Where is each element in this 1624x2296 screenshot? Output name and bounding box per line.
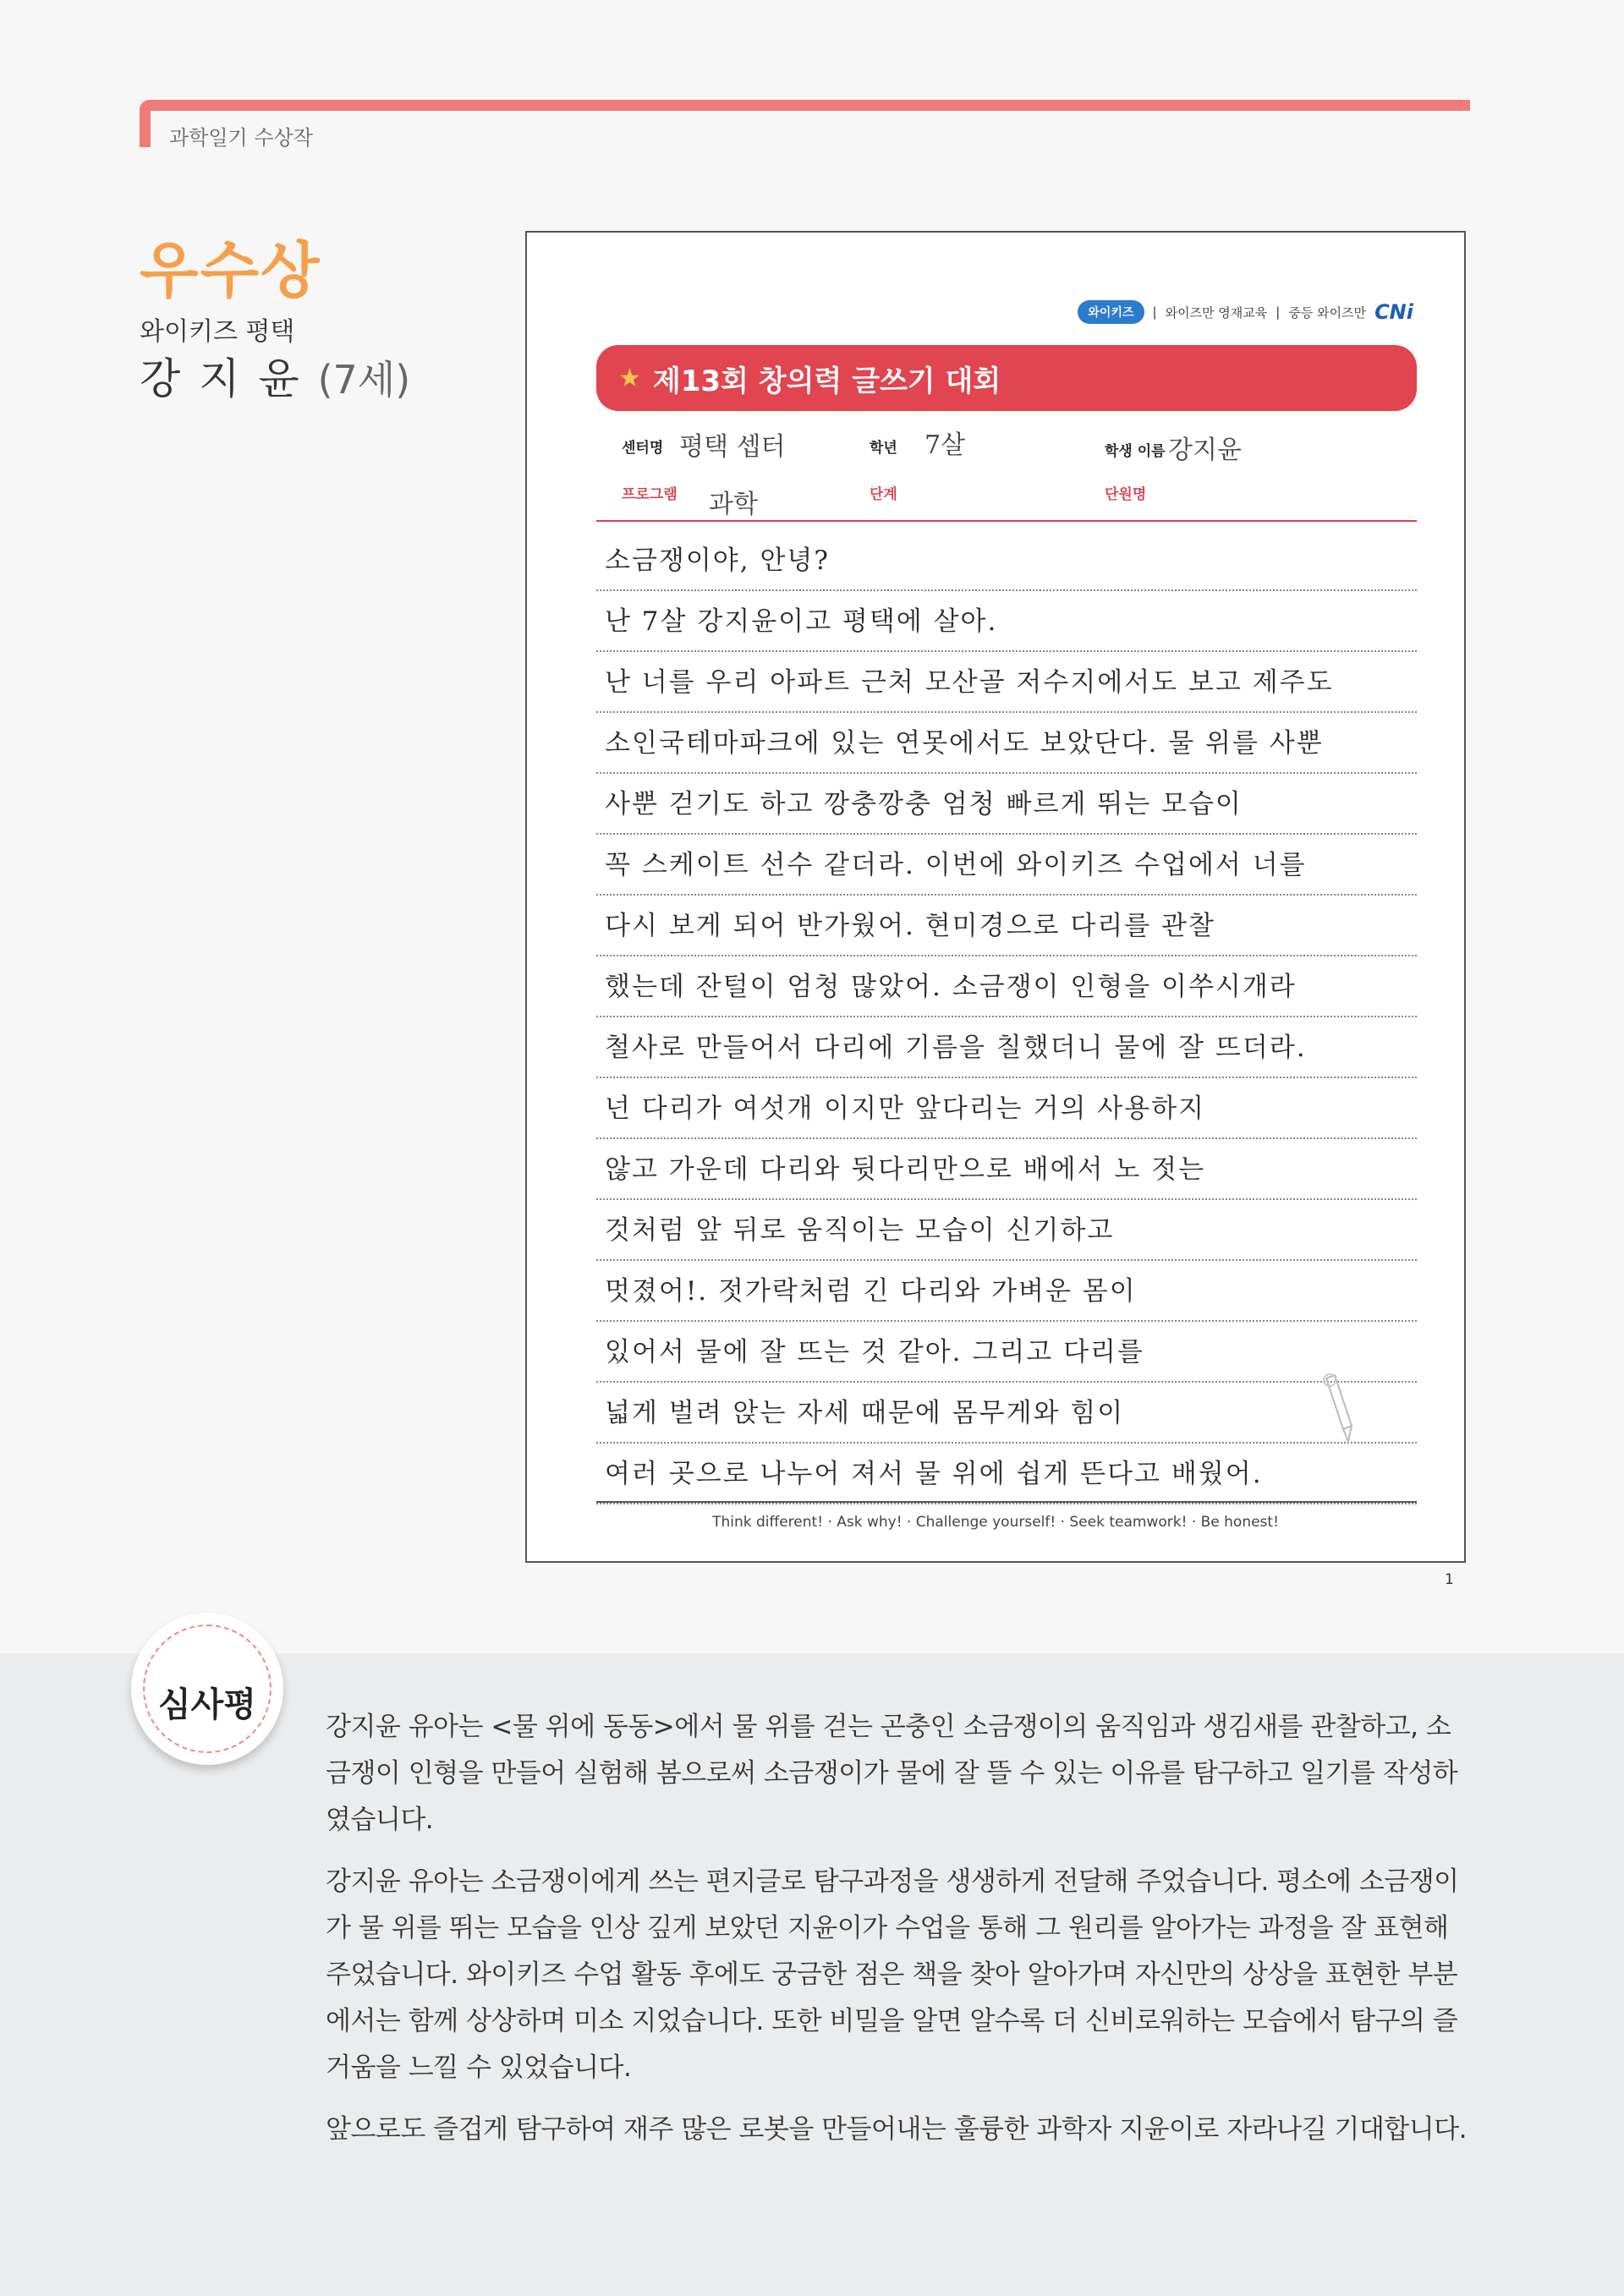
letter-line: 난 7살 강지윤이고 평택에 살아. — [596, 591, 1417, 652]
letter-line: 사뿐 걷기도 하고 깡충깡충 엄청 빠르게 뛰는 모습이 — [596, 774, 1417, 835]
logo-separator: | — [1276, 304, 1281, 320]
middle-wiseman-logo: 중등 와이즈만 — [1288, 304, 1367, 321]
grade-value: 7살 — [924, 430, 966, 460]
header-divider — [596, 520, 1417, 522]
letter-line: 않고 가운데 다리와 뒷다리만으로 배에서 노 젓는 — [596, 1139, 1417, 1200]
page-number: 1 — [1445, 1571, 1454, 1588]
letter-line: 철사로 만들어서 다리에 기름을 칠했더니 물에 잘 뜨더라. — [596, 1017, 1417, 1078]
letter-line: 넓게 벌려 앉는 자세 때문에 몸무게와 힘이 — [596, 1383, 1417, 1444]
logo-separator: | — [1152, 304, 1157, 320]
review-paragraph: 앞으로도 즐겁게 탐구하여 재주 많은 로봇을 만들어내는 훌륭한 과학자 지윤이로 자라나길 기대합니다. — [326, 2114, 1467, 2145]
center-value: 평택 셉터 — [679, 432, 786, 462]
letter-line: 넌 다리가 여섯개 이지만 앞다리는 거의 사용하지 — [596, 1078, 1417, 1139]
grade-label: 학년 — [870, 440, 897, 457]
student-info — [140, 345, 410, 406]
program-label: 프로그램 — [622, 486, 678, 503]
wiseman-logo: 와이즈만 영재교육 — [1165, 304, 1268, 321]
contest-banner — [596, 345, 1417, 411]
letter-line: 소인국테마파크에 있는 연못에서도 보았단다. 물 위를 사뿐 — [596, 713, 1417, 774]
review-text — [326, 1704, 1472, 2168]
letter-line: 소금쟁이야, 안녕? — [596, 530, 1417, 591]
letter-line: 다시 보게 되어 반가웠어. 현미경으로 다리를 관찰 — [596, 896, 1417, 956]
header-accent-bar — [140, 100, 1470, 147]
letter-line: 난 너를 우리 아파트 근처 모산골 저수지에서도 보고 제주도 — [596, 652, 1417, 713]
review-badge-label: 심사평 — [158, 1685, 256, 1724]
student-age: (7세) — [317, 357, 411, 403]
center-name: 와이키즈 평택 — [140, 317, 295, 347]
unit-label: 단원명 — [1105, 486, 1147, 503]
star-icon: ★ — [618, 363, 641, 393]
letter-line: 했는데 잔털이 엄청 많았어. 소금쟁이 인형을 이쑤시개라 — [596, 956, 1417, 1017]
wisekids-logo: 와이키즈 — [1078, 300, 1144, 324]
worksheet-logos — [1078, 300, 1413, 324]
footer-slogans: Think different! · Ask why! · Challenge yourself! · Seek teamwork! · Be honest! — [712, 1514, 1279, 1531]
award-title: 우수상 — [140, 235, 321, 306]
footer-divider — [596, 1501, 1417, 1503]
review-badge — [131, 1613, 283, 1765]
letter-line: 여러 곳으로 나누어 져서 물 위에 쉽게 뜬다고 배웠어. — [596, 1444, 1417, 1504]
pencil-doodle-icon — [1309, 1370, 1369, 1446]
letter-line: 멋졌어!. 젓가락처럼 긴 다리와 가벼운 몸이 — [596, 1261, 1417, 1322]
review-paragraph: 강지윤 유아는 소금쟁이에게 쓰는 편지글로 탐구과정을 생생하게 전달해 주었습니다. 평소에 소금쟁이가 물 위를 뛰는 모습을 인상 깊게 보았던 지윤이가 수업을 통해 그 원리를 알아가는 과정을 잘 표현해 주었습니다. 와이키즈 수업 활동 후에도 궁금한 점은 책을 찾아 알아가며 자신만의 상상을 표현한 부분에서는 함께 상상하며 미소 지었습니다. 또한 비밀을 알면 알수록 더 신비로워하는 모습에서 탐구의 즐거움을 느낄 수 있었습니다. — [326, 1866, 1459, 2083]
review-paragraph: 강지윤 유아는 <물 위에 동동>에서 물 위를 걷는 곤충인 소금쟁이의 움직임과 생김새를 관찰하고, 소금쟁이 인형을 만들어 실험해 봄으로써 소금쟁이가 물에 잘 뜰 수 있는 이유를 탐구하고 일기를 작성하였습니다. — [326, 1712, 1458, 1835]
student-name-value: 강지윤 — [1168, 436, 1242, 465]
worksheet-scan — [525, 231, 1466, 1563]
student-name-label: 학생 이름 — [1105, 443, 1166, 460]
letter-line: 꼭 스케이트 선수 같더라. 이번에 와이키즈 수업에서 너를 — [596, 835, 1417, 896]
cni-logo: CNi — [1374, 300, 1413, 324]
section-label: 과학일기 수상작 — [169, 126, 313, 150]
letter-line: 것처럼 앞 뒤로 움직이는 모습이 신기하고 — [596, 1200, 1417, 1261]
letter-line: 있어서 물에 잘 뜨는 것 같아. 그리고 다리를 — [596, 1322, 1417, 1383]
program-value: 과학 — [709, 490, 758, 519]
contest-title: 제13회 창의력 글쓰기 대회 — [652, 364, 1001, 398]
level-label: 단계 — [870, 486, 897, 503]
student-name: 강 지 윤 — [140, 354, 302, 403]
center-label: 센터명 — [622, 440, 664, 457]
